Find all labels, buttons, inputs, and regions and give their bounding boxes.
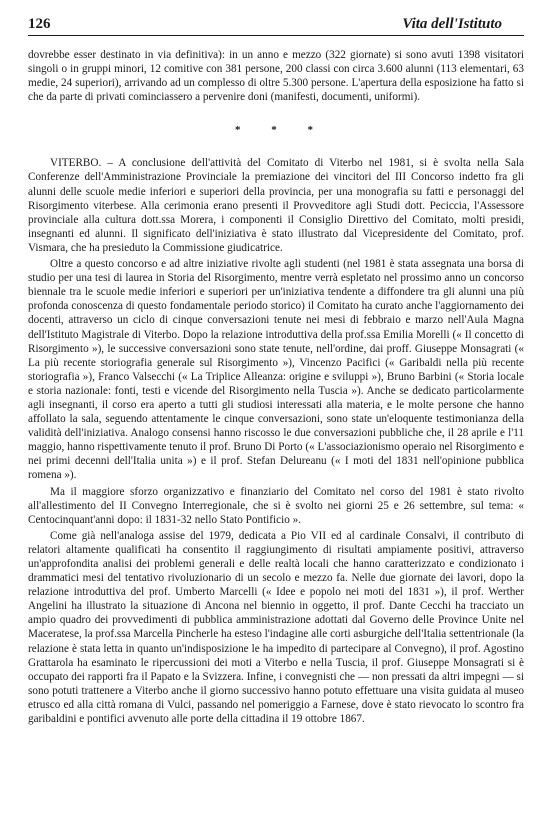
paragraph-continuation: dovrebbe esser destinato in via definitiva): in un anno e mezzo (322 giornate) si sono avuti 1398 visitatori singoli o in gruppi minori, 12 comitive con 381 persone, 200 classi con circa 3.600 alunni (113 elementari, 63 medie, 24 superiori), arrivando ad un complesso di oltre 5.300 persone. L'apertura della esposizione ha fatto si che da parte di privati cominciassero a pervenire doni (manifesti, documenti, uniformi). bbox=[28, 49, 524, 104]
paragraph-convegno: Ma il maggiore sforzo organizzativo e finanziario del Comitato nel corso del 1981 è stato rivolto all'allestimento del II Convegno Interregionale, che si è svolto nei giorni 25 e 26 settembre, sul tema: « Centocinquant'anni dopo: il 1831-32 nello Stato Pontificio ». bbox=[28, 485, 524, 526]
document-page bbox=[28, 16, 524, 726]
paragraph-assise: Come già nell'analoga assise del 1979, dedicata a Pio VII ed al cardinale Consalvi, il contributo di relatori altamente qualificati ha consentito il raggiungimento di risultati ampiamente positivi, attraverso un'approfondita analisi dei problemi generali e delle realtà locali che hanno caratterizzato e condizionato i drammatici mesi del tentativo rivoluzionario di un secolo e mezzo fa. Nelle due giornate dei lavori, dopo la relazione introduttiva del prof. Umberto Marcelli (« Idee e popolo nei moti del 1831 »), il prof. Werther Angelini ha illustrato la situazione di Ancona nel biennio in oggetto, il prof. Dante Cecchi ha tracciato un ampio quadro dei provvedimenti di pubblica amministrazione adottati dal Governo delle Province Unite nel Maceratese, la prof.ssa Marcella Pincherle ha esteso l'indagine alle corti asburgiche dell'Italia settentrionale (la relazione è stata letta in quanto un'indisposizione le ha impedito di partecipare al Convegno), il prof. Agostino Grattarola ha esaminato le ripercussioni dei moti a Viterbo e nella Tuscia, il prof. Giuseppe Monsagrati si è occupato dei rapporti fra il Papato e la Svizzera. Infine, i convegnisti che — non pressati da altri impegni — si sono potuti trattenere a Viterbo anche il giorno successivo hanno potuto effettuare una visita guidata al museo etrusco ed alla città romana di Vulci, passando nel pomeriggio a Farnese, dove è stato rievocato lo scontro fra garibaldini e pontifici avvenuto alle porte della cittadina il 19 ottobre 1867. bbox=[28, 529, 524, 726]
section-separator: * * * bbox=[235, 124, 327, 137]
paragraph-conversations: Oltre a questo concorso e ad altre iniziative rivolte agli studenti (nel 1981 è stata assegnata una borsa di studio per una tesi di laurea in Storia del Risorgimento, mentre verrà espletato nel prossimo anno un concorso biennale tra le scuole medie inferiori e superiori per un'iniziativa tendente a diffondere tra gli alunni una più profonda conoscenza di questo fondamentale periodo storico) il Comitato ha curato anche l'aggiornamento dei docenti, attraverso un ciclo di cinque conversazioni tenute nei mesi di febbraio e marzo nell'Aula Magna dell'Istituto Magistrale di Viterbo. Dopo la relazione introduttiva della prof.ssa Emilia Morelli (« Il concetto di Risorgimento »), le successive conversazioni sono state tenute, nell'ordine, dai proff. Giuseppe Monsagrati (« La più recente storiografia generale sul Risorgimento »), Vincenzo Pacifici (« Garibaldi nella più recente storiografia »), Franco Valsecchi (« La Triplice Alleanza: origine e sviluppi »), Bruno Barbini (« Storia locale e storia nazionale: fonti, testi e vicende del Risorgimento nella Tuscia »). Anche se dedicato particolarmente agli insegnanti, il corso era aperto a tutti gli studiosi interessati alla materia, e le molte persone che hanno affollato la sala, seguendo attentamente le cinque conversazioni, sono state un'eloquente testimonianza della validità dell'iniziativa. Analogo consensi hanno riscosso le due conversazioni pubbliche che, il 28 aprile e l'11 maggio, hanno rispettivamente tenuto il prof. Bruno Di Porto (« L'associazionismo operaio nel Risorgimento e nei primi decenni dell'Italia unita ») e il prof. Stefan Delureanu (« I moti del 1831 nell'opinione pubblica romena »). bbox=[28, 258, 524, 482]
running-title: Vita dell'Istituto bbox=[402, 16, 502, 32]
page-header bbox=[28, 16, 524, 36]
paragraph-viterbo-intro: VITERBO. – A conclusione dell'attività del Comitato di Viterbo nel 1981, si è svolta nella Sala Conferenze dell'Amministrazione Provinciale la premiazione dei vincitori del III Concorso indetto fra gli alunni delle scuole medie inferiori e superiori della provincia, per una monografia su fatti e personaggi del Risorgimento viterbese. Alla cerimonia erano presenti il Provveditore agli Studi dott. Peciccia, l'Assessore provinciale alla cultura dott.ssa Morera, i componenti il Consiglio Direttivo del Comitato, molti presidi, insegnanti ed alunni. Il significato dell'iniziativa è stato illustrato dal Vicepresidente del Comitato, prof. Vismara, che ha presieduto la Commissione giudicatrice. bbox=[28, 157, 524, 254]
page-number: 126 bbox=[28, 16, 51, 32]
